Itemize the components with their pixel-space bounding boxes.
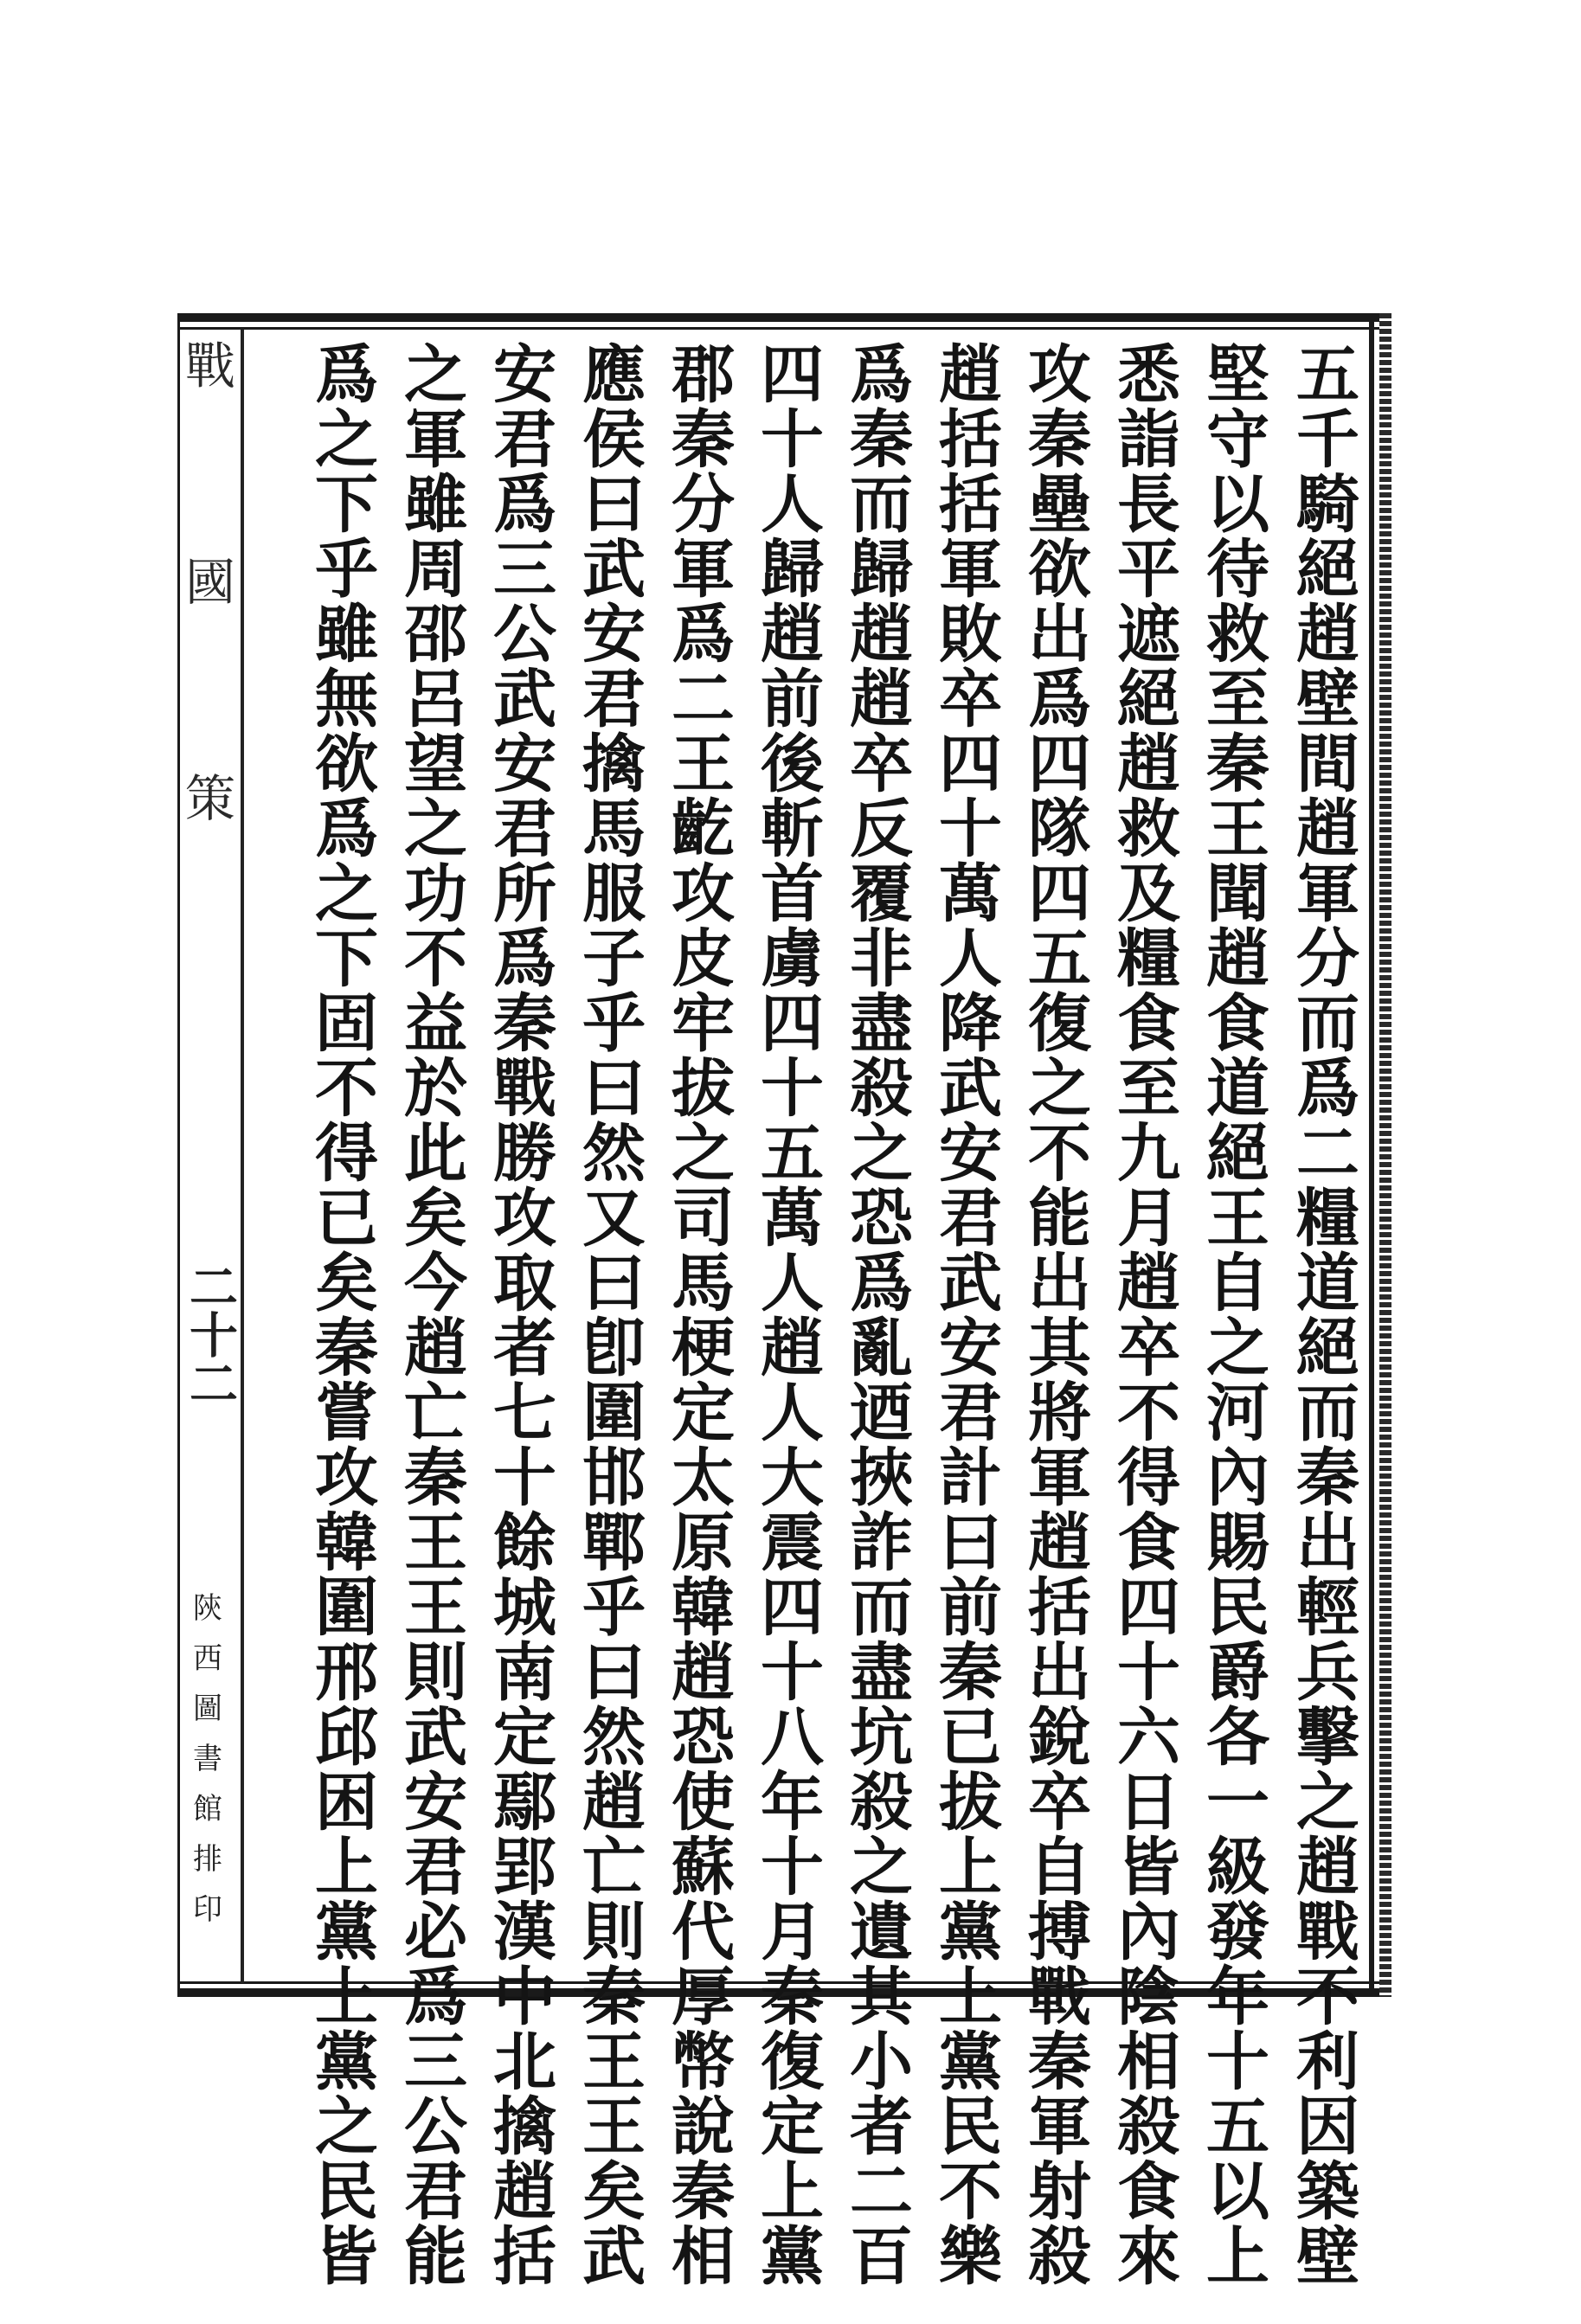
spine-page-number: 二十二	[182, 1262, 239, 1407]
frame-top-rule-thin	[177, 327, 1380, 330]
text-column-2: 堅守以待救至秦王聞趙食道絕王自之河內賜民爵各一級發年十五以上	[1195, 341, 1269, 2288]
text-column-6: 爲秦而歸趙趙卒反覆非盡殺之恐爲亂迺挾詐而盡坑殺之遺其小者二百	[839, 341, 913, 2288]
spine-title-char: 戰	[184, 337, 235, 395]
frame-right-rule	[1369, 313, 1374, 1997]
publisher-char: 印	[193, 1892, 222, 1927]
spine-divider	[241, 329, 244, 1983]
publisher-char: 西	[193, 1641, 222, 1676]
publisher-imprint	[182, 1583, 234, 1935]
text-column-7: 四十人歸趙前後斬首虜四十五萬人趙人大震四十八年十月秦復定上黨	[749, 341, 824, 2288]
text-column-9: 應侯曰武安君擒馬服子乎曰然又曰卽圍邯鄲乎曰然趙亡則秦王王矣武	[571, 341, 646, 2288]
publisher-char: 圖	[193, 1692, 222, 1726]
text-column-10: 安君爲三公武安君所爲秦戰勝攻取者七十餘城南定鄢郢漢中北擒趙括	[482, 341, 556, 2288]
text-column-4: 攻秦壘欲出爲四隊四五復之不能出其將軍趙括出銳卒自搏戰秦軍射殺	[1017, 341, 1091, 2288]
publisher-char: 書	[193, 1742, 222, 1776]
publisher-char: 排	[193, 1842, 222, 1877]
text-column-8: 郡秦分軍爲二王齕攻皮牢拔之司馬梗定太原韓趙恐使蘇代厚幣說秦相	[660, 341, 735, 2288]
text-column-11: 之軍雖周邵呂望之功不益於此矣今趙亡秦王王則武安君必爲三公君能	[393, 341, 467, 2288]
text-column-5: 趙括括軍敗卒四十萬人降武安君武安君計曰前秦已拔上黨上黨民不樂	[928, 341, 1002, 2288]
publisher-char: 館	[193, 1792, 222, 1826]
frame-left-rule	[177, 313, 180, 1997]
spine-title-char: 策	[184, 769, 235, 828]
text-column-12: 爲之下乎雖無欲爲之下固不得已矣秦嘗攻韓圍邢邱困上黨上黨之民皆	[304, 341, 378, 2288]
spine-title-char: 國	[184, 553, 235, 612]
publisher-char: 陝	[193, 1591, 222, 1626]
frame-top-rule	[177, 313, 1380, 322]
frame-right-border-pattern	[1379, 313, 1391, 1997]
text-column-1: 五千騎絕趙壁間趙軍分而爲二糧道絕而秦出輕兵擊之趙戰不利因築壁	[1285, 341, 1359, 2288]
text-column-3: 悉詣長平遮絕趙救及糧食至九月趙卒不得食四十六日皆內陰相殺食來	[1106, 341, 1180, 2288]
